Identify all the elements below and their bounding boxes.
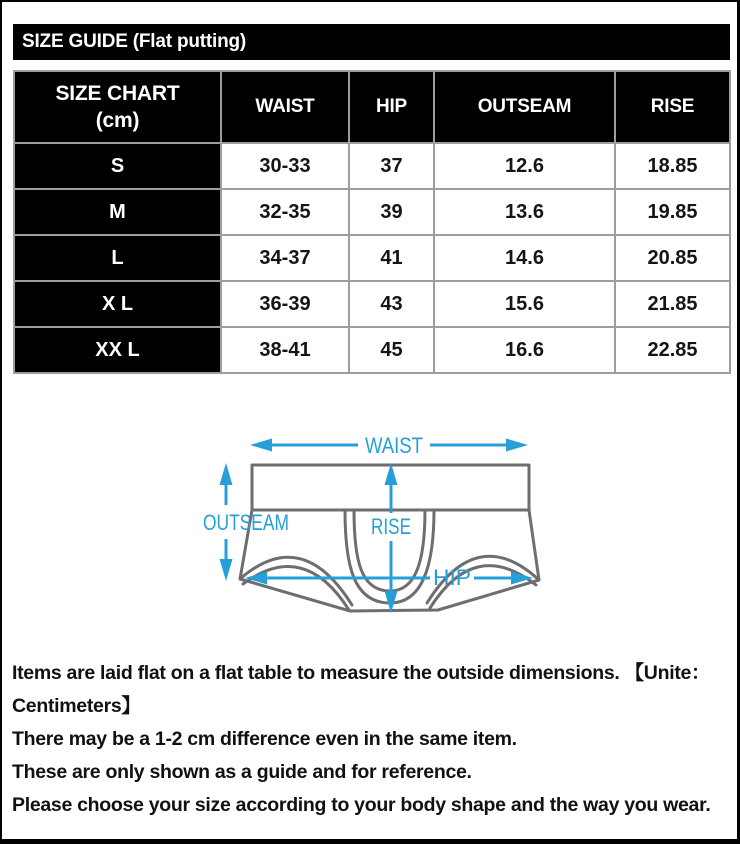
measurement-notes — [12, 657, 738, 822]
rise-value: 18.85 — [615, 143, 730, 189]
waist-arrowhead-right — [506, 439, 528, 452]
table-row-m — [14, 189, 730, 235]
size-label: L — [14, 235, 221, 281]
hip-value: 43 — [349, 281, 434, 327]
note-line-3: There may be a 1-2 cm difference even in the same item. — [12, 728, 517, 750]
outseam-arrowhead-up — [220, 463, 233, 485]
hip-value: 45 — [349, 327, 434, 373]
table-row-xxl — [14, 327, 730, 373]
hip-label: HIP — [433, 565, 471, 590]
rise-value: 20.85 — [615, 235, 730, 281]
header-size-chart-line1: SIZE CHART — [55, 82, 180, 105]
waist-value: 36-39 — [221, 281, 349, 327]
waist-arrowhead-left — [250, 439, 272, 452]
outseam-label: OUTSEAM — [203, 510, 289, 535]
size-label: X L — [14, 281, 221, 327]
title-bar — [13, 24, 730, 60]
outseam-value: 14.6 — [434, 235, 615, 281]
table-row-xl — [14, 281, 730, 327]
waist-value: 30-33 — [221, 143, 349, 189]
header-size-chart-line2: (cm) — [95, 109, 140, 132]
outseam-value: 15.6 — [434, 281, 615, 327]
waist-label: WAIST — [365, 433, 423, 458]
header-outseam: OUTSEAM — [434, 71, 615, 143]
note-line-4: These are only shown as a guide and for reference. — [12, 761, 472, 783]
waist-value: 34-37 — [221, 235, 349, 281]
table-header-row — [14, 71, 730, 143]
rise-value: 22.85 — [615, 327, 730, 373]
outseam-value: 13.6 — [434, 189, 615, 235]
size-label: M — [14, 189, 221, 235]
outseam-arrowhead-down — [220, 559, 233, 581]
waist-value: 32-35 — [221, 189, 349, 235]
header-waist: WAIST — [221, 71, 349, 143]
size-label: S — [14, 143, 221, 189]
note-line-2: Centimeters】 — [12, 695, 141, 717]
table-row-s — [14, 143, 730, 189]
waist-value: 38-41 — [221, 327, 349, 373]
header-rise: RISE — [615, 71, 730, 143]
header-size-chart — [14, 71, 221, 143]
hip-value: 39 — [349, 189, 434, 235]
note-line-5: Please choose your size according to your body shape and the way you wear. — [12, 794, 711, 816]
outseam-value: 12.6 — [434, 143, 615, 189]
hip-value: 37 — [349, 143, 434, 189]
left-leg-seam-inner — [243, 567, 349, 610]
size-label: XX L — [14, 327, 221, 373]
rise-label: RISE — [371, 514, 411, 539]
rise-value: 21.85 — [615, 281, 730, 327]
note-line-1: Items are laid flat on a flat table to measure the outside dimensions. 【Unite： — [12, 662, 711, 684]
header-hip: HIP — [349, 71, 434, 143]
measurement-diagram — [2, 417, 740, 667]
size-chart-table — [13, 70, 731, 374]
table-row-l — [14, 235, 730, 281]
rise-value: 19.85 — [615, 189, 730, 235]
outseam-value: 16.6 — [434, 327, 615, 373]
page-title: SIZE GUIDE (Flat putting) — [22, 31, 247, 52]
hip-value: 41 — [349, 235, 434, 281]
